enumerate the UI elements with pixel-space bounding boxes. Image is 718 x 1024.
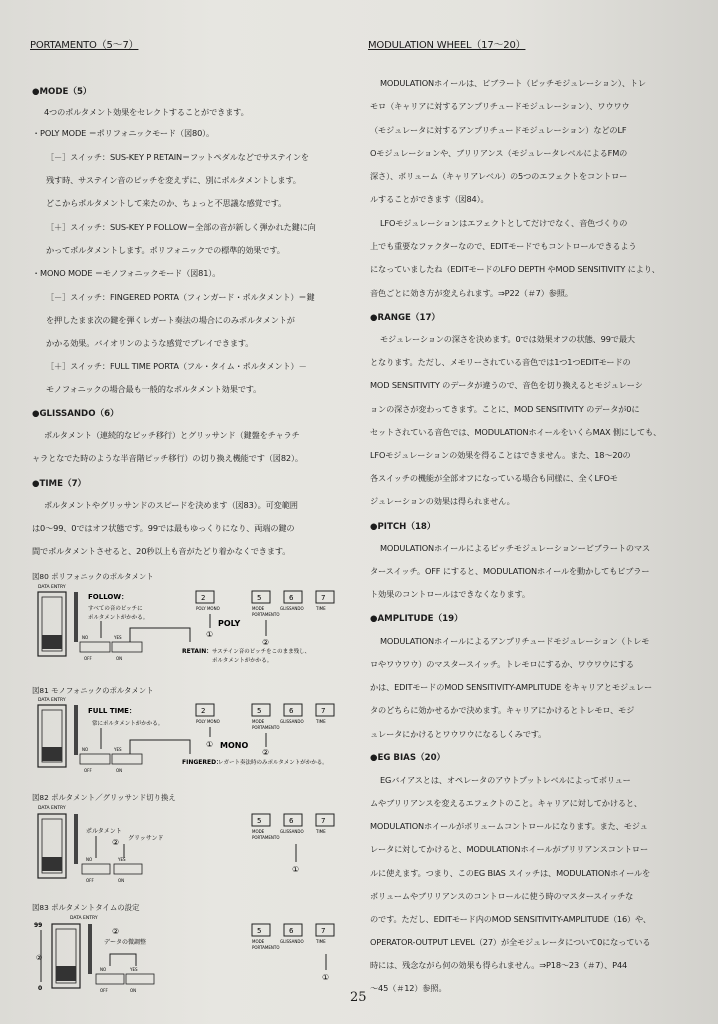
text-line: 音色ごとに効き方が変えられます。⇒P22（＃7）参照。: [370, 288, 573, 298]
text-line: ・MONO MODE ＝モノフォニックモード（図81）。: [32, 268, 221, 278]
fig80-diagram: [30, 580, 360, 685]
text-line: 各スイッチの機能が全部オフになっている場合も同様に、全くLFOモ: [370, 473, 618, 483]
text-line: ルすることができます（図84）。: [370, 194, 489, 204]
data-entry-label: DATA ENTRY: [38, 698, 66, 703]
digit: 7: [321, 927, 326, 935]
on-label: ON: [130, 988, 137, 993]
follow-desc: すべての音のピッチに: [88, 606, 143, 612]
circled-1: ①: [206, 630, 214, 639]
follow-title: FOLLOW：: [88, 593, 129, 601]
text-line: を押したまま次の鍵を弾くレガート奏法の場合にのみポルタメントが: [46, 315, 295, 325]
glissando-label: GLISSANDO: [280, 719, 304, 724]
digit: 6: [289, 594, 294, 602]
yes-label: YES: [114, 635, 122, 640]
text-line: になっていましたね（EDITモードのLFO DEPTH やMOD SENSITIVITY により、: [370, 264, 660, 274]
left-header: PORTAMENTO（5～7）: [30, 40, 139, 51]
digit: 6: [289, 817, 294, 825]
digit: 7: [321, 817, 326, 825]
time-label: TIME: [316, 829, 326, 834]
fig82-caption: 図82 ポルタメント／グリッサンド切り換え: [32, 793, 176, 802]
mode-label: MODE: [252, 719, 265, 724]
glissando-text: グリッサンド: [128, 835, 164, 842]
text-line: かかる効果。バイオリンのような感覚でプレイできます。: [46, 338, 254, 348]
text-line: MODULATIONホイールは、ビブラート（ピッチモジュレーション）、トレ: [380, 78, 646, 88]
text-line: LFOモジュレーションの効果を得ることはできません。また、18～20の: [370, 450, 631, 460]
text-line: モジュレーションの深さを決めます。0では効果オフの状態、99で最大: [380, 334, 635, 344]
section-mode: ●MODE（5）: [32, 87, 92, 97]
text-line: かってポルタメントします。ポリフォニックでの標準的効果です。: [46, 245, 285, 255]
section-eg-bias: ●EG BIAS（20）: [370, 753, 446, 763]
text-line: ボリュームやブリリアンスのコントロールに使う時のマスタースイッチな: [370, 891, 634, 901]
text-line: ジュレーションの効果は得られません。: [370, 496, 515, 506]
yes-label: YES: [130, 967, 138, 972]
yes-label: YES: [114, 747, 122, 752]
data-entry-label: DATA ENTRY: [38, 585, 66, 590]
off-label: OFF: [84, 768, 92, 773]
no-label: NO: [100, 967, 107, 972]
text-line: は0～99、0ではオフ状態です。99では最もゆっくりになり、両端の鍵の: [32, 523, 295, 533]
text-line: MODULATIONホイールによるピッチモジュレーションービブラートのマス: [380, 543, 651, 553]
text-line: 間でポルタメントさせると、20秒以上も音がたどり着かなくできます。: [32, 546, 291, 556]
retain-desc: サステイン音のピッチをこのまま残し、: [212, 649, 311, 655]
retain-title: RETAIN：: [182, 648, 213, 655]
text-line: ［－］スイッチ：FINGERED PORTA（フィンガード・ポルタメント）＝鍵: [46, 292, 315, 302]
fingered-desc: レガート奏法時のみポルタメントがかかる。: [218, 760, 328, 766]
bottom-value: 0: [38, 985, 43, 992]
digit: 7: [321, 594, 326, 602]
text-line: タースイッチ。OFF にすると、MODULATIONホイールを動かしてもビブラー: [370, 566, 650, 576]
digit: 5: [257, 927, 262, 935]
portamento-label: PORTAMENTO: [252, 835, 280, 840]
fig81-caption: 図81 モノフォニックのポルタメント: [32, 686, 154, 695]
off-label: OFF: [84, 656, 92, 661]
full-time-title: FULL TIME：: [88, 707, 136, 715]
data-adjust-text: データの微調整: [104, 939, 147, 946]
text-line: Oモジュレーションや、ブリリアンス（モジュレータレベルによるFMの: [370, 148, 628, 158]
mono-label: MONO: [220, 741, 249, 750]
text-line: モロ（キャリアに対するアンプリチュードモジュレーション）、ワウワウ: [370, 101, 630, 111]
circled-2: ②: [262, 748, 270, 757]
section-glissando: ●GLISSANDO（6）: [32, 409, 119, 419]
text-line: ［＋］スイッチ：SUS-KEY P FOLLOW＝全部の音が新しく弾かれた鍵に向: [46, 222, 316, 232]
text-line: 残す時、サステイン音のピッチを変えずに、別にポルタメントします。: [46, 175, 301, 185]
page-number: 25: [350, 990, 367, 1005]
on-label: ON: [116, 768, 123, 773]
follow-desc: ポルタメントがかかる。: [88, 615, 149, 621]
text-line: LFOモジュレーションはエフェクトとしてだけでなく、音色づくりの: [380, 218, 628, 228]
text-line: ロやワウワウ）のマスタースイッチ。トレモロにするか、ワウワウにする: [370, 659, 634, 669]
text-line: MOD SENSITIVITY のデータが違うので、音色を切り換えるとモジュレーシ: [370, 380, 643, 390]
text-line: 上でも重要なファクターなので、EDITモードでもコントロールできるよう: [370, 241, 637, 251]
digit: 5: [257, 817, 262, 825]
digit: 2: [201, 594, 206, 602]
glissando-label: GLISSANDO: [280, 606, 304, 611]
section-pitch: ●PITCH（18）: [370, 522, 436, 532]
off-label: OFF: [100, 988, 108, 993]
retain-desc: ポルタメントがかかる。: [212, 658, 273, 664]
mode-label: MODE: [252, 939, 265, 944]
text-line: となります。ただし、メモリーされている音色では1つ1つEDITモードの: [370, 357, 631, 367]
fig80-caption: 図80 ポリフォニックのポルタメント: [32, 572, 154, 581]
right-header: MODULATION WHEEL（17～20）: [368, 40, 526, 51]
text-line: のです。ただし、EDITモード内のMOD SENSITIVITY-AMPLITUDE（16）や、: [370, 914, 651, 924]
on-label: ON: [116, 656, 123, 661]
text-line: ［＋］スイッチ：FULL TIME PORTA（フル・タイム・ポルタメント）－: [46, 361, 307, 371]
no-label: NO: [86, 857, 93, 862]
digit: 6: [289, 707, 294, 715]
text-line: ［－］スイッチ：SUS-KEY P RETAIN＝フットペダルなどでサステインを: [46, 152, 309, 162]
top-value: 99: [34, 922, 43, 929]
data-entry-label: DATA ENTRY: [38, 806, 66, 811]
text-line: MODULATIONホイールによるアンプリチュードモジュレーション（トレモ: [380, 636, 650, 646]
circled-1: ①: [322, 973, 330, 982]
text-line: MODULATIONホイールがボリュームコントロールになります。また、モジュ: [370, 821, 648, 831]
text-line: ュレータにかけるとワウワウになるしくみです。: [370, 729, 547, 739]
poly-mono-label: POLY MONO: [196, 719, 220, 724]
no-label: NO: [82, 747, 89, 752]
text-line: ト効果のコントロールはできなくなります。: [370, 589, 530, 599]
data-entry-label: DATA ENTRY: [70, 916, 98, 921]
digit: 7: [321, 707, 326, 715]
portamento-label: PORTAMENTO: [252, 725, 280, 730]
text-line: レータに対してかけると、MODULATIONホイールがブリリアンスコントロー: [370, 844, 648, 854]
circled-1: ①: [206, 740, 214, 749]
mode-label: MODE: [252, 606, 265, 611]
circled-2: ②: [262, 638, 270, 647]
text-line: どこからポルタメントして来たのか、ちょっと不思議な感覚です。: [46, 198, 287, 208]
full-time-desc: 常にポルタメントがかかる。: [92, 721, 164, 727]
text-line: 4つのポルタメント効果をセレクトすることができます。: [44, 107, 249, 117]
text-line: 時には、残念ながら何の効果も得られません。⇒P18～23（＃7）、P44: [370, 960, 628, 970]
text-line: タのどちらに効かせるかで決めます。キャリアにかけるとトレモロ、モジ: [370, 705, 635, 715]
fig82-diagram: [30, 800, 360, 890]
digit: 5: [257, 594, 262, 602]
circled-1: ①: [292, 865, 300, 874]
time-label: TIME: [316, 606, 326, 611]
glissando-label: GLISSANDO: [280, 939, 304, 944]
fingered-title: FINGERED：: [182, 759, 223, 766]
portamento-label: PORTAMENTO: [252, 612, 280, 617]
text-line: ・POLY MODE ＝ポリフォニックモード（図80）。: [32, 128, 215, 138]
digit: 2: [201, 707, 206, 715]
text-line: ョンの深さが変わってきます。ことに、MOD SENSITIVITY のデータが0に: [370, 404, 640, 414]
fig81-diagram: [30, 693, 360, 783]
text-line: ムやブリリアンスを変えるエフェクトのこと。キャリアに対してかけると、: [370, 798, 642, 808]
section-range: ●RANGE（17）: [370, 313, 441, 323]
text-line: EGバイアスとは、オペレータのアウトプットレベルによってボリュー: [380, 775, 631, 785]
time-label: TIME: [316, 719, 326, 724]
circled-2: ②: [112, 927, 120, 936]
digit: 5: [257, 707, 262, 715]
time-label: TIME: [316, 939, 326, 944]
text-line: ャラとなでた時のような半音階ピッチ移行）の切り換え機能です（図82）。: [32, 453, 303, 463]
text-line: OPERATOR-OUTPUT LEVEL（27）が全モジュレータについて0になっている: [370, 937, 651, 947]
yes-label: YES: [118, 857, 126, 862]
text-line: ルに使えます。つまり、このEG BIAS スイッチは、MODULATIONホイールを: [370, 868, 651, 878]
digit: 6: [289, 927, 294, 935]
section-time: ●TIME（7）: [32, 479, 87, 489]
text-line: モノフォニックの場合最も一般的なポルタメント効果です。: [46, 384, 262, 394]
fig83-diagram: [30, 910, 360, 998]
no-label: NO: [82, 635, 89, 640]
off-label: OFF: [86, 878, 94, 883]
on-label: ON: [118, 878, 125, 883]
section-amplitude: ●AMPLITUDE（19）: [370, 614, 463, 624]
text-line: セットされている音色では、MODULATIONホイールをいくらMAX 側にしても、: [370, 427, 662, 437]
text-line: 深さ）、ボリューム（キャリアレベル）の5つのエフェクトをコントロー: [370, 171, 628, 181]
portamento-label: PORTAMENTO: [252, 945, 280, 950]
text-line: ～45（＃12）参照。: [370, 983, 447, 993]
fig83-caption: 図83 ポルタメントタイムの設定: [32, 903, 140, 912]
glissando-label: GLISSANDO: [280, 829, 304, 834]
poly-mono-label: POLY MONO: [196, 606, 220, 611]
text-line: かは、EDITモードのMOD SENSITIVITY-AMPLITUDE をキャリアとモジュレー: [370, 682, 652, 692]
text-line: ポルタメントやグリッサンドのスピードを決めます（図83）。可変範囲: [44, 500, 298, 510]
circled-2-side: ②: [36, 954, 43, 962]
poly-label: POLY: [218, 619, 241, 628]
mode-label: MODE: [252, 829, 265, 834]
circled-2: ②: [112, 838, 120, 847]
text-line: （モジュレータに対するアンプリチュードモジュレーション）などのLF: [370, 125, 627, 135]
portamento-text: ポルタメント: [86, 828, 122, 835]
text-line: ポルタメント（連続的なピッチ移行）とグリッサンド（鍵盤をチャラチ: [44, 430, 300, 440]
